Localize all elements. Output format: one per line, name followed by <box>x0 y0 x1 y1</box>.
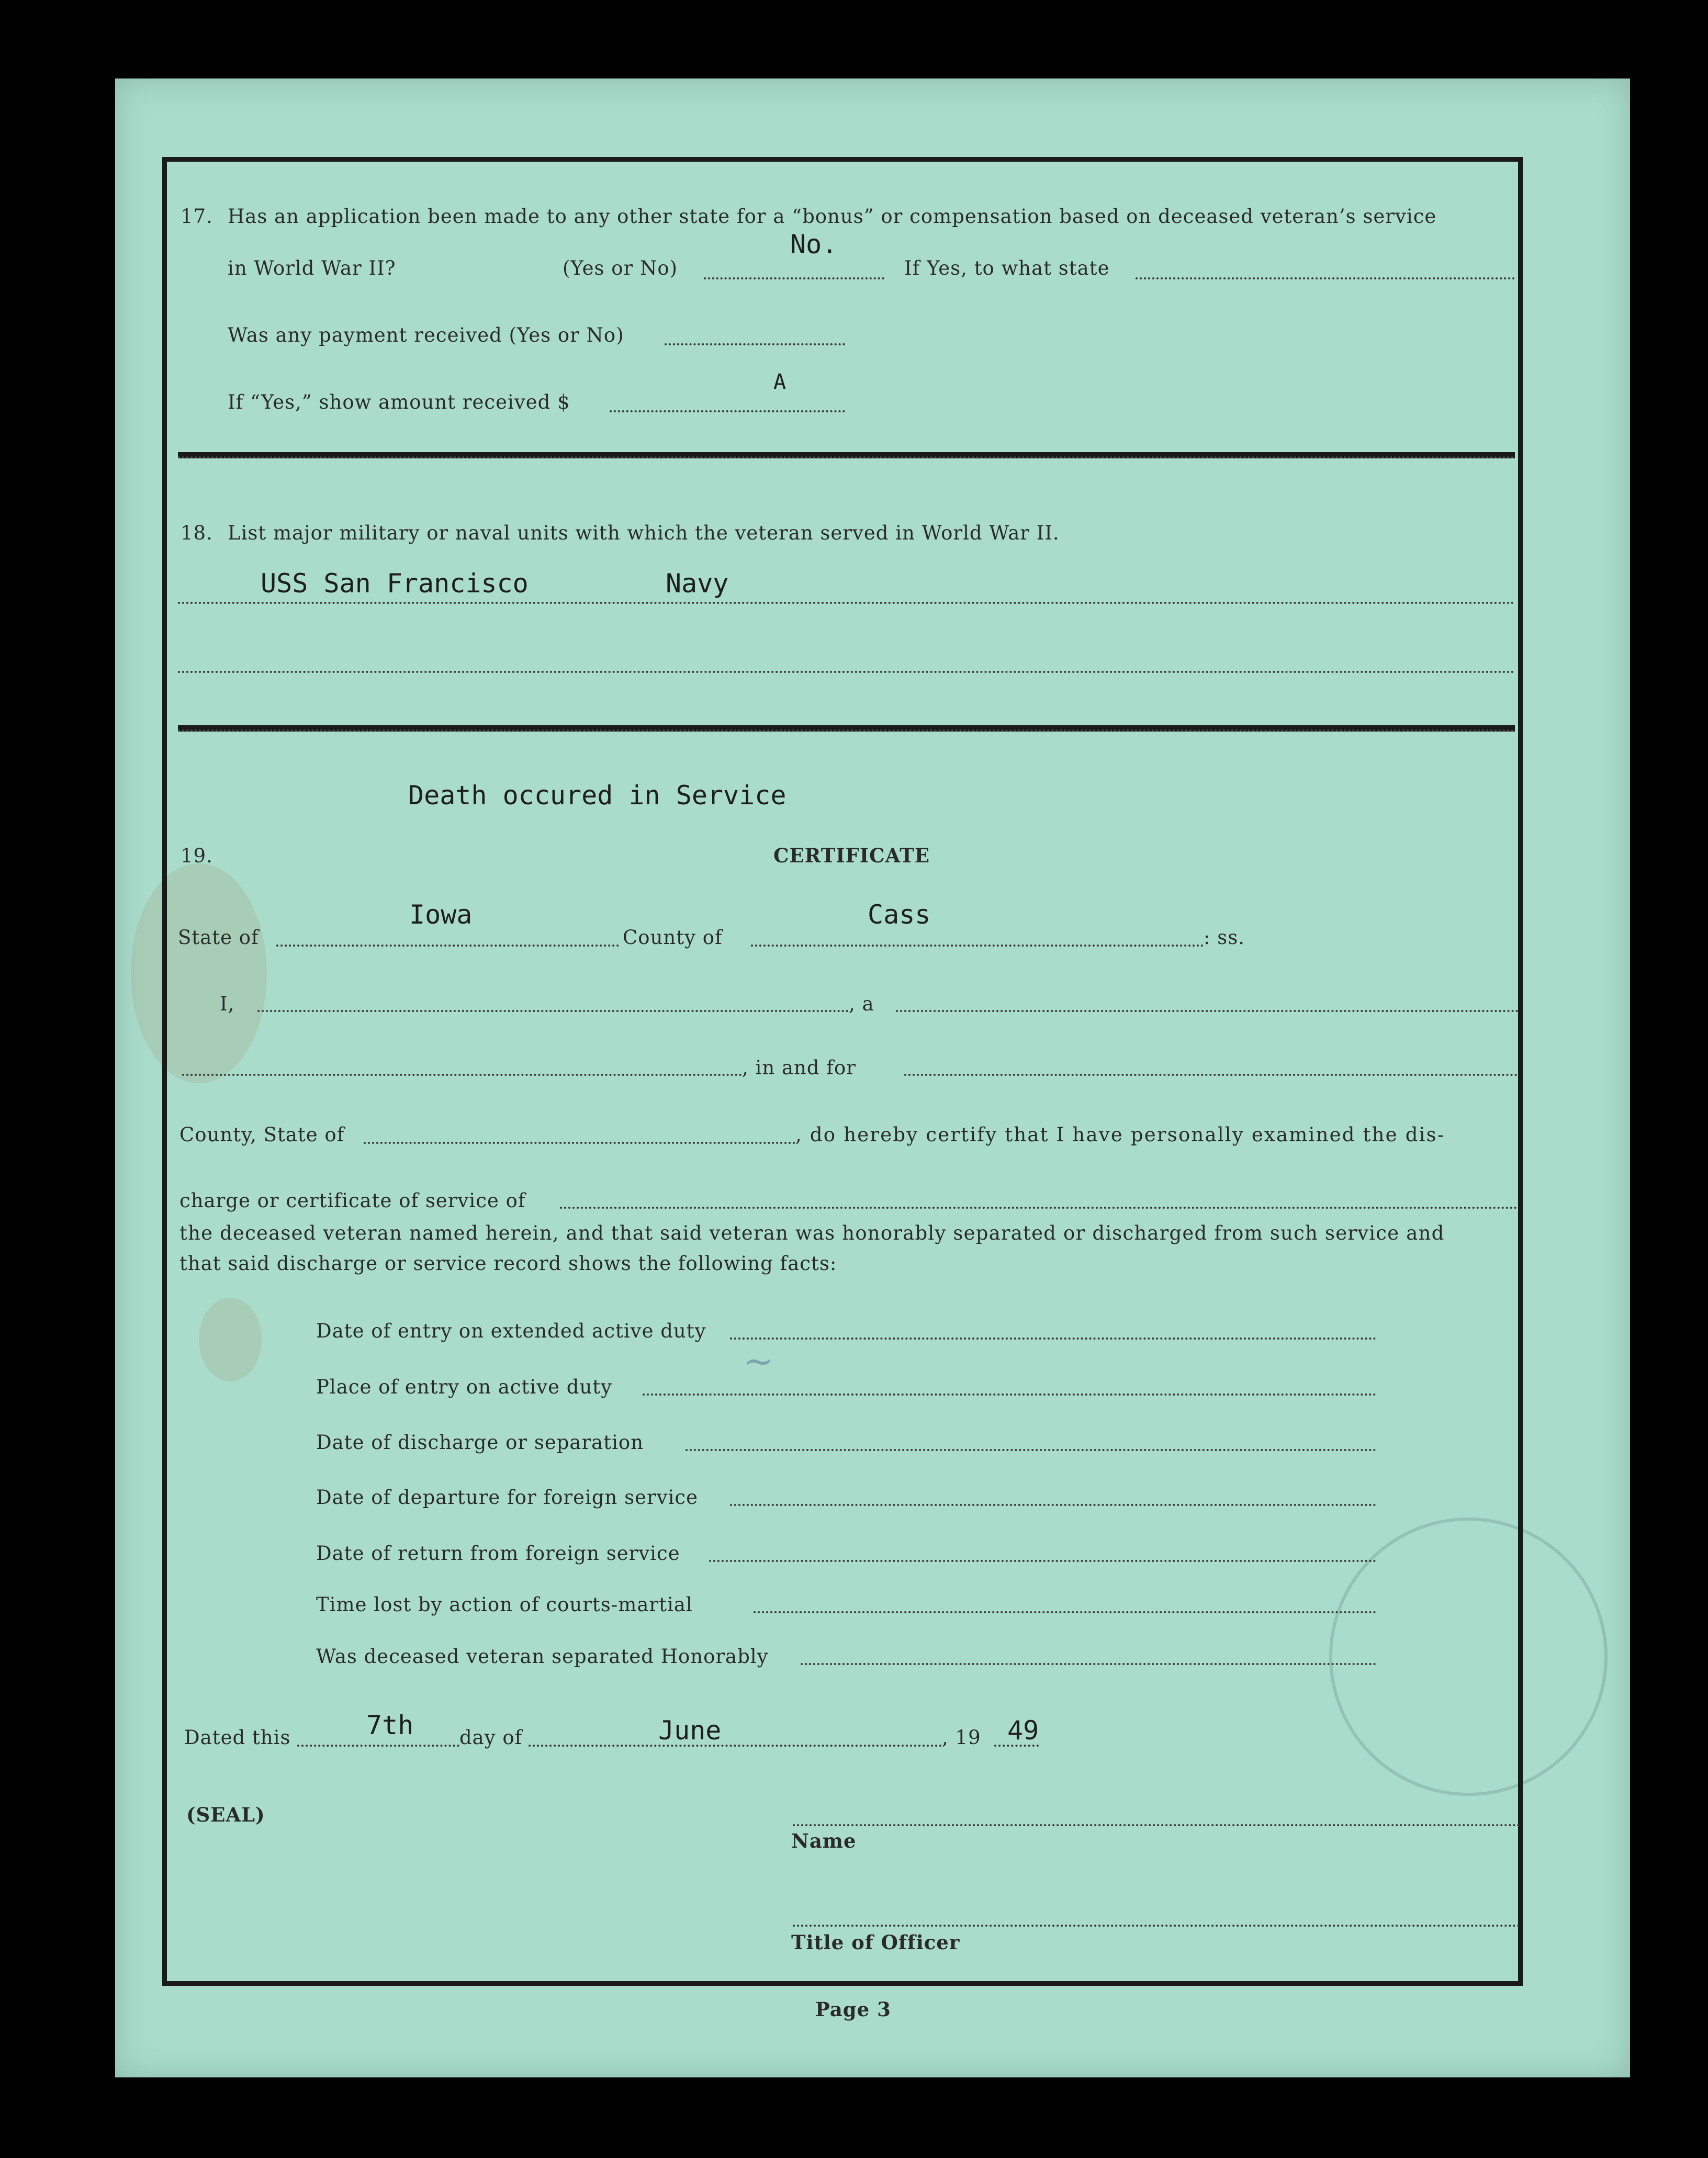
i-label: I, <box>220 993 235 1015</box>
officer-name-line <box>257 1010 849 1012</box>
q17-answer-line <box>704 277 884 279</box>
state-value: Iowa <box>409 900 473 930</box>
fact-label-5: Date of return from foreign service <box>316 1542 680 1565</box>
day-of-label: day of <box>459 1726 523 1749</box>
day-line <box>297 1745 459 1747</box>
paragraph-line-1: the deceased veteran named herein, and that said veteran was honorably separated or discharged from such service and <box>179 1222 1445 1244</box>
certificate-heading: CERTIFICATE <box>773 844 930 867</box>
charge-of-label: charge or certificate of service of <box>179 1189 526 1212</box>
q17-amount-line <box>610 410 845 412</box>
county-state-of-label: County, State of <box>179 1123 345 1146</box>
bleed-through-signature: ~ <box>743 1340 774 1383</box>
day-value: 7th <box>366 1710 414 1740</box>
county-value: Cass <box>868 900 931 930</box>
q17-payment-line <box>665 343 845 345</box>
q18-number: 18. <box>181 522 213 544</box>
fact-line-7 <box>801 1663 1376 1665</box>
month-value: June <box>658 1715 722 1746</box>
fact-label-6: Time lost by action of courts-martial <box>316 1593 693 1616</box>
q17-answer: No. <box>790 229 838 260</box>
fact-label-2: Place of entry on active duty <box>316 1376 613 1398</box>
q17-amount-label: If “Yes,” show amount received $ <box>228 391 570 413</box>
veteran-name-line <box>560 1207 1518 1209</box>
q17-state-line <box>1136 277 1515 279</box>
page-number: Page 3 <box>815 1998 891 2021</box>
fact-line-2 <box>643 1393 1376 1396</box>
q18-unit: USS San Francisco <box>261 568 529 599</box>
paragraph-line-2: that said discharge or service record shows the following facts: <box>179 1252 837 1275</box>
in-and-for-label: , in and for <box>742 1056 856 1079</box>
q17-line1: Has an application been made to any other state for a “bonus” or compensation based on deceased veteran’s service <box>228 205 1437 228</box>
q17-line2: in World War II? <box>228 257 396 279</box>
q19-number: 19. <box>181 845 213 867</box>
fact-line-1 <box>730 1337 1376 1340</box>
state-line <box>276 945 619 947</box>
q18-branch: Navy <box>666 568 729 599</box>
q17-yes-no-label: (Yes or No) <box>563 257 678 279</box>
certify-text: , do hereby certify that I have personally examined the dis- <box>795 1123 1445 1146</box>
year-value: 49 <box>1007 1715 1039 1746</box>
in-and-for-line <box>904 1074 1518 1076</box>
fact-label-1: Date of entry on extended active duty <box>316 1320 706 1342</box>
month-line <box>529 1745 942 1747</box>
county-of-label: County of <box>623 926 723 949</box>
fact-line-6 <box>754 1611 1376 1613</box>
name-label: Name <box>791 1829 857 1852</box>
year-prefix: , 19 <box>942 1726 981 1749</box>
q18-text: List major military or naval units with which the veteran served in World War II. <box>228 522 1060 544</box>
fact-line-3 <box>686 1449 1376 1451</box>
fact-line-4 <box>730 1504 1376 1506</box>
q18-line-2 <box>178 671 1515 673</box>
name-signature-line <box>793 1824 1520 1826</box>
county-state-line <box>364 1142 795 1144</box>
fact-label-7: Was deceased veteran separated Honorably <box>316 1645 769 1668</box>
q19-typed-note: Death occured in Service <box>408 780 786 811</box>
q17-number: 17. <box>181 205 213 228</box>
fact-line-5 <box>709 1560 1376 1562</box>
a-label: , a <box>849 993 874 1015</box>
jurisdiction-line <box>182 1074 742 1076</box>
county-line <box>751 945 1204 947</box>
fact-label-3: Date of discharge or separation <box>316 1431 644 1454</box>
section-divider <box>178 725 1515 732</box>
seal-label: (SEAL) <box>186 1803 265 1826</box>
title-line <box>793 1925 1520 1927</box>
q17-payment-label: Was any payment received (Yes or No) <box>228 324 624 346</box>
officer-title-line <box>896 1010 1519 1012</box>
q17-amount-mark: A <box>773 370 786 394</box>
title-of-officer-label: Title of Officer <box>791 1931 960 1954</box>
q17-state-label: If Yes, to what state <box>904 257 1110 279</box>
q18-line-1 <box>178 602 1515 604</box>
dated-this-label: Dated this <box>184 1726 291 1749</box>
ss-label: : ss. <box>1204 926 1245 949</box>
state-of-label: State of <box>178 926 259 949</box>
fact-label-4: Date of departure for foreign service <box>316 1486 699 1509</box>
section-divider <box>178 452 1515 458</box>
